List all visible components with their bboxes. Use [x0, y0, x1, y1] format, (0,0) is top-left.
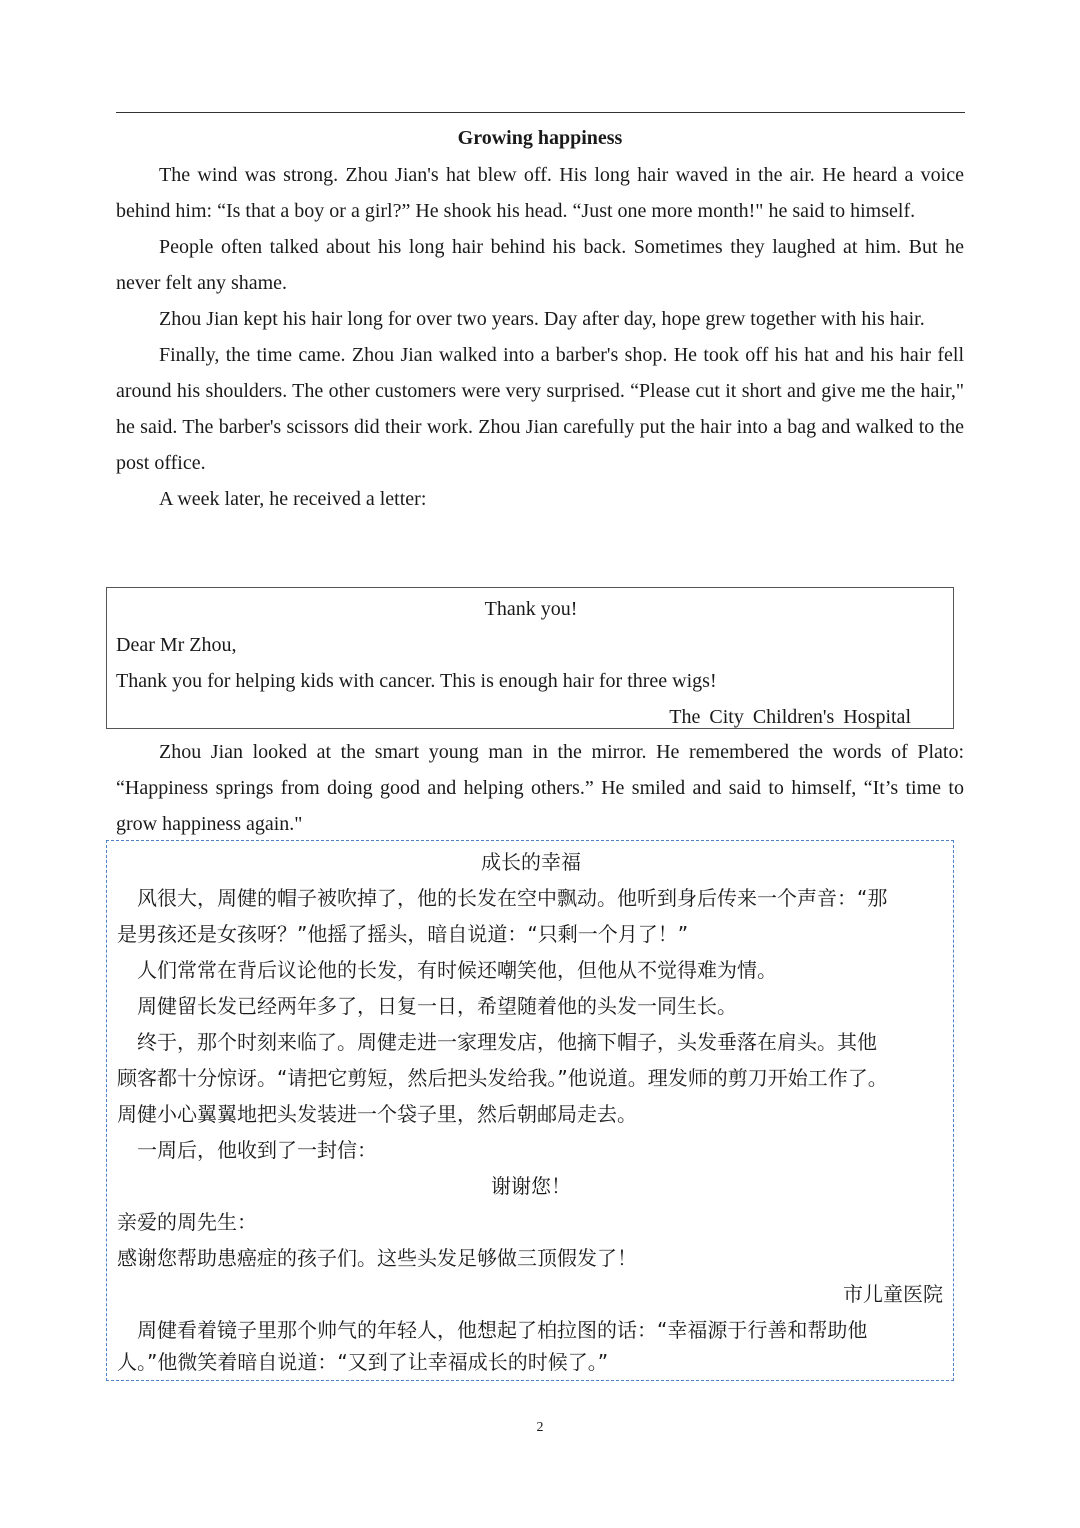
- translation-letter-title: 谢谢您！: [491, 1174, 571, 1198]
- translation-letter-greeting: 亲爱的周先生：: [117, 1210, 257, 1234]
- paragraph: Zhou Jian looked at the smart young man in the mirror. He remembered the words of Plato: “Happiness springs from doing good and helping others.” He smiled and said to himself, “It’s time to grow happiness again.": [116, 741, 964, 835]
- page-number: 2: [536, 1420, 544, 1435]
- translation-line: 一周后，他收到了一封信：: [117, 1138, 377, 1162]
- translation-line: 周健小心翼翼地把头发装进一个袋子里，然后朝邮局走去。: [117, 1102, 637, 1126]
- letter-signature: The City Children's Hospital: [669, 706, 911, 728]
- translation-letter-signature: 市儿童医院: [843, 1282, 943, 1306]
- translation-line: 人。”他微笑着暗自说道：“又到了让幸福成长的时候了。”: [117, 1350, 609, 1374]
- letter-body: Thank you for helping kids with cancer. This is enough hair for three wigs!: [116, 670, 717, 692]
- translation-title: 成长的幸福: [481, 850, 581, 874]
- letter-box: [106, 587, 954, 729]
- paragraph: A week later, he received a letter:: [159, 488, 427, 510]
- translation-line: 终于，那个时刻来临了。周健走进一家理发店，他摘下帽子，头发垂落在肩头。其他: [117, 1030, 877, 1054]
- translation-line: 风很大，周健的帽子被吹掉了，他的长发在空中飘动。他听到身后传来一个声音：“那: [117, 886, 888, 910]
- letter-greeting: Dear Mr Zhou,: [116, 634, 237, 656]
- paragraph: Finally, the time came. Zhou Jian walked into a barber's shop. He took off his hat and his hair fell around his shoulders. The other customers were very surprised. “Please cut it short and give me the hair," he said. The barber's scissors did their work. Zhou Jian carefully put the hair into a bag and walked to the post office.: [116, 344, 964, 474]
- letter-title: Thank you!: [484, 598, 578, 620]
- translation-letter-body: 感谢您帮助患癌症的孩子们。这些头发足够做三顶假发了！: [117, 1246, 637, 1270]
- paragraph: Zhou Jian kept his hair long for over two years. Day after day, hope grew together with his hair.: [159, 308, 925, 330]
- translation-line: 人们常常在背后议论他的长发，有时候还嘲笑他，但他从不觉得难为情。: [117, 958, 777, 982]
- story-body: [116, 157, 964, 517]
- story-closing: [116, 734, 964, 842]
- chinese-translation-box: [106, 840, 954, 1381]
- translation-line: 是男孩还是女孩呀？”他摇了摇头，暗自说道：“只剩一个月了！”: [117, 922, 689, 946]
- story-title: Growing happiness: [457, 127, 623, 149]
- translation-line: 顾客都十分惊讶。“请把它剪短，然后把头发给我。”他说道。理发师的剪刀开始工作了。: [117, 1066, 888, 1090]
- translation-line: 周健看着镜子里那个帅气的年轻人，他想起了柏拉图的话：“幸福源于行善和帮助他: [117, 1318, 868, 1342]
- paragraph: The wind was strong. Zhou Jian's hat blew off. His long hair waved in the air. He heard a voice behind him: “Is that a boy or a girl?” He shook his head. “Just one more month!" he said to himself.: [116, 164, 964, 222]
- translation-line: 周健留长发已经两年多了，日复一日，希望随着他的头发一同生长。: [117, 994, 737, 1018]
- paragraph: People often talked about his long hair behind his back. Sometimes they laughed at him. But he never felt any shame.: [116, 236, 964, 294]
- header-rule: [116, 112, 965, 113]
